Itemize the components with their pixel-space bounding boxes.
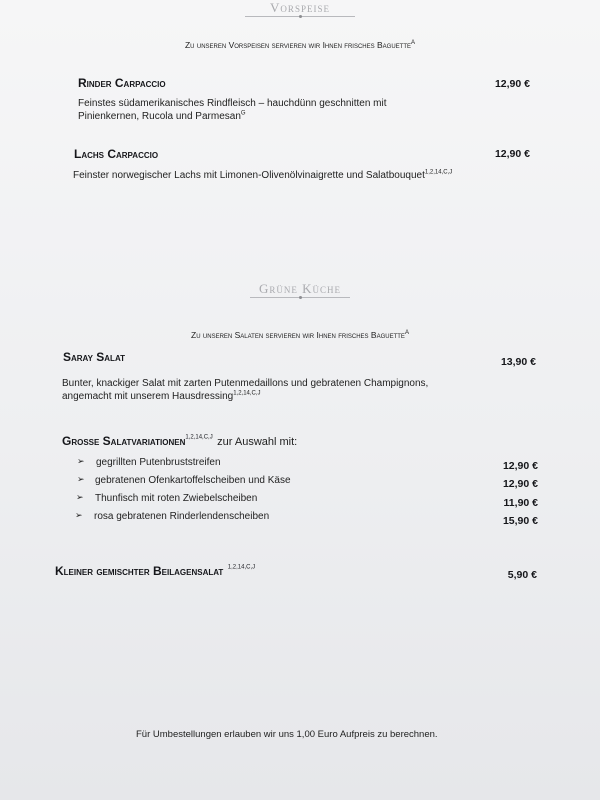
salatvariationen-heading: Große Salatvariationen$^{1,2,14,C,J}$ zur Auswahl mit: [62,434,298,448]
list-item-price: 12,90 € [502,478,538,490]
list-item: gebratenen Ofenkartoffelscheiben und Käse [95,475,291,486]
list-item: gegrillten Putenbruststreifen [96,457,221,468]
bullet-arrow-icon: ➢ [75,510,83,520]
list-item: Thunfisch mit roten Zwiebelscheiben [95,493,258,504]
list-item-price: 12,90 € [502,460,538,472]
dish-description: Feinstes südamerikanisches Rindfleisch – hauchdünn geschnitten mit Pinienkernen, Rucola und Parmesan$^G$ [78,98,387,122]
dish-name: Lachs Carpaccio [74,147,159,161]
section-divider [245,16,355,17]
bullet-arrow-icon: ➢ [76,492,84,502]
bullet-arrow-icon: ➢ [77,474,85,484]
salate-baguette-note: Zu unseren Salaten servieren wir Ihnen frisches Baguette$^A$ [191,330,409,340]
dish-description: Feinster norwegischer Lachs mit Limonen-Olivenölvinaigrette und Salatbouquet$^{1,2,14,C,J}$ [73,169,453,181]
dish-description: Bunter, knackiger Salat mit zarten Putenmedaillons und gebratenen Champignons, angemacht mit unserem Hausdressing$^{1,2,14,C,J}$ [62,378,429,402]
dish-price: 13,90 € [500,356,536,368]
dish-price: 12,90 € [494,78,530,90]
list-item-price: 15,90 € [502,515,538,527]
section-divider [250,297,350,298]
section-title-vorspeise: Vorspeise [270,0,330,15]
dish-name: Saray Salat [63,350,126,364]
section-title-gruene-kueche: Grüne Küche [258,281,342,296]
vorspeise-baguette-note: Zu unseren Vorspeisen servieren wir Ihnen frisches Baguette$^A$ [184,40,416,50]
beilagensalat-heading: Kleiner gemischter Beilagensalat $^{1,2,14,C,J}$ [55,564,256,578]
dish-name: Rinder Carpaccio [78,76,166,90]
list-item-price: 11,90 € [503,497,538,509]
list-item: rosa gebratenen Rinderlendenscheiben [94,511,270,522]
bullet-arrow-icon: ➢ [77,456,85,466]
dish-price: 12,90 € [494,148,530,160]
dish-price: 5,90 € [507,569,537,581]
surcharge-footer-note: Für Umbestellungen erlauben wir uns 1,00 Euro Aufpreis zu berechnen. [136,729,438,740]
